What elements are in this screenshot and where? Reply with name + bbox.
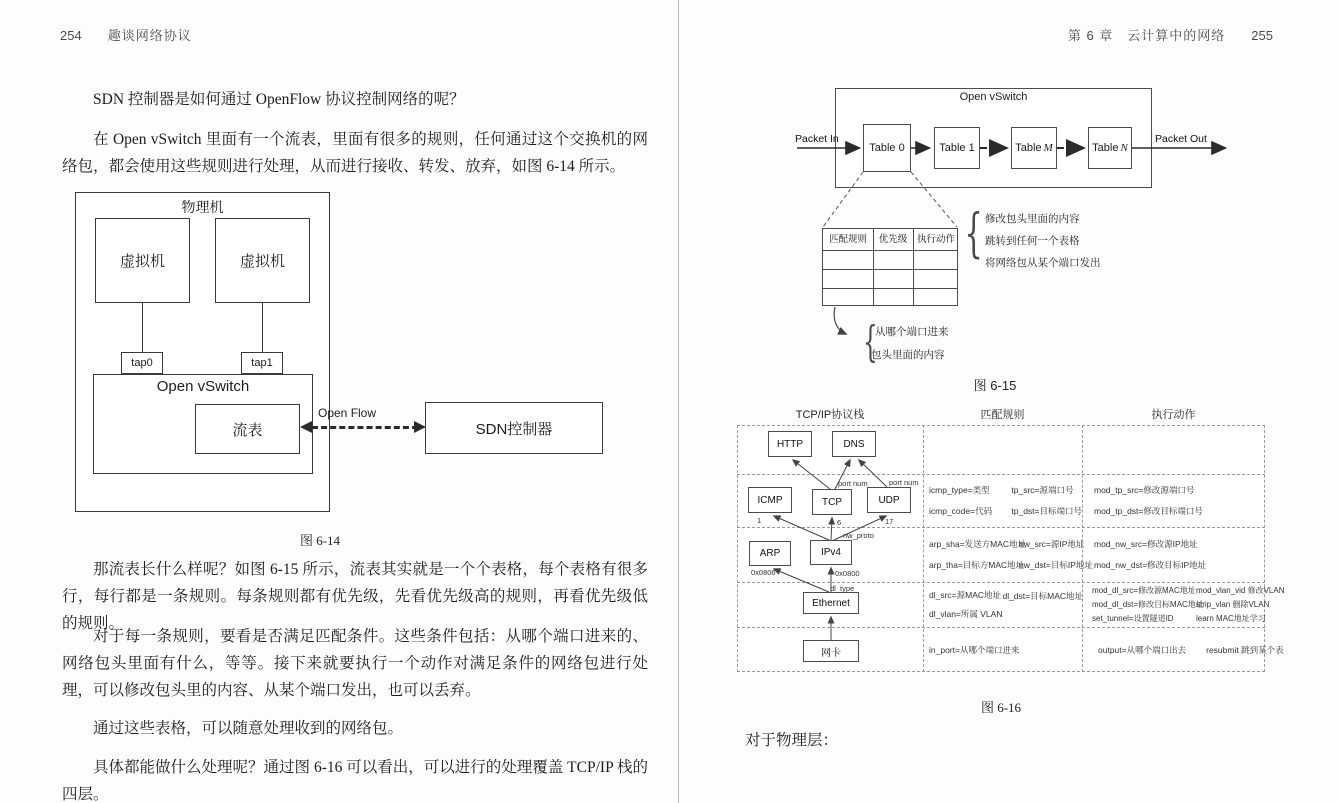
action-line: resubmit 跳到某个表: [1206, 644, 1284, 655]
column-header-stack: TCP/IP协议栈: [795, 409, 865, 421]
book-title: 趣谈网络协议: [107, 28, 192, 43]
match-line: icmp_code=代码: [929, 506, 993, 516]
chapter-title: 第 6 章 云计算中的网络: [1067, 28, 1226, 43]
paragraph-3: 那流表长什么样呢？如图 6-15 所示，流表其实就是一个个表格，每个表格有很多行，每行都是一条规则。每条规则都有优先级，先看优先级高的规则，再看优先级低的规则。: [62, 561, 648, 632]
table-m-box: [1011, 127, 1057, 169]
vm1-tap0-connector: [142, 303, 143, 352]
tap0-box: tap0: [121, 352, 163, 374]
flow-table-box: 流表: [195, 404, 300, 454]
dl-type-label: dl_type: [830, 584, 855, 593]
match-line: arp_sha=发送方MAC地址: [929, 539, 1027, 549]
column-header-match: 匹配规则: [980, 409, 1025, 421]
action-cell-physical: [1082, 627, 1284, 672]
arp-box: ARP: [749, 541, 791, 566]
vm-box-1: 虚拟机: [95, 218, 190, 303]
paragraph-5: 通过这些表格，可以随意处理收到的网络包。: [93, 720, 404, 737]
match-cell-transport: [923, 474, 1082, 527]
openflow-label: Open Flow: [318, 406, 377, 420]
paragraph-2: 在 Open vSwitch 里面有一个流表，里面有很多的规则，任何通过这个交换机的网络包，都会使用这些规则进行处理，从而进行接收、转发、放弃，如图 6-14 所示。: [62, 131, 648, 175]
figure-6-16: [737, 400, 1285, 692]
figure-6-14: [75, 190, 620, 555]
vm2-tap1-connector: [262, 303, 263, 352]
action-line: strip_vlan 删除VLAN: [1196, 600, 1270, 609]
running-header-right: [1068, 25, 1273, 44]
action-cell-network: [1082, 527, 1265, 582]
tcp-box: TCP: [812, 489, 852, 515]
ipv4-box: IPv4: [810, 540, 852, 565]
match-line: dl_dst=目标MAC地址: [1002, 591, 1084, 601]
match-cell-network: [923, 527, 1093, 582]
match-line: arp_tha=目标方MAC地址: [929, 560, 1025, 570]
match-line: in_port=从哪个端口进来: [929, 644, 1020, 655]
paragraph-4: 对于每一条规则，要看是否满足匹配条件。这些条件包括：从哪个端口进来的、网络包头里面有什么，等等。接下来就要执行一个动作对满足条件的网络包进行处理，可以修改包头里的内容、从某个端口发出，也可以丢弃。: [62, 628, 648, 699]
running-header-left: [60, 25, 192, 44]
action-line: output=从哪个端口出去: [1098, 644, 1187, 655]
action-line: mod_tp_dst=修改目标端口号: [1094, 506, 1203, 516]
udp-protocol-number: 17: [885, 517, 894, 526]
action-cell-transport: [1082, 474, 1265, 527]
tcp-protocol-number: 6: [837, 518, 842, 527]
page-number-right: 255: [1251, 28, 1273, 43]
figure-6-15-caption: 图 6-15: [973, 378, 1017, 393]
paragraph-6: 具体都能做什么处理呢？通过图 6-16 可以看出，可以进行的处理覆盖 TCP/IP 栈的四层。: [62, 759, 648, 803]
action-line: set_tunnel=设置隧道ID: [1092, 614, 1174, 623]
match-note-1: 从哪个端口进来: [875, 326, 949, 338]
match-line: dl_vlan=所属 VLAN: [929, 609, 1003, 619]
table-n-prefix: Table: [1092, 142, 1119, 154]
arrowhead-right-icon: [414, 421, 426, 433]
action-note-2: 跳转到任何一个表格: [985, 235, 1080, 247]
nic-box: 网卡: [803, 640, 859, 662]
action-line: mod_vlan_vid 修改VLAN: [1196, 586, 1285, 595]
figure-6-14-caption: 图 6-14: [299, 533, 341, 548]
match-line: dl_src=源MAC地址: [929, 590, 1002, 600]
action-line: mod_dl_dst=修改目标MAC地址: [1092, 600, 1204, 609]
port-num-label-tcp: port num: [838, 479, 868, 488]
page-divider: [678, 0, 679, 803]
action-line: mod_nw_src=修改源IP地址: [1094, 539, 1198, 549]
paragraph-physical-layer: 对于物理层：: [745, 732, 839, 749]
icmp-protocol-number: 1: [757, 516, 762, 525]
ethernet-box: Ethernet: [803, 592, 859, 614]
vm-box-2: 虚拟机: [215, 218, 310, 303]
http-box: HTTP: [768, 431, 812, 457]
arp-ethertype-label: 0x0806: [751, 568, 776, 577]
physical-machine-label: 物理机: [181, 199, 224, 215]
arrowhead-left-icon: [300, 421, 312, 433]
action-cell-link: [1082, 582, 1285, 627]
action-line: mod_tp_src=修改源端口号: [1094, 485, 1195, 495]
action-line: mod_nw_dst=修改目标IP地址: [1094, 560, 1207, 570]
rule-header-priority: 优先级: [878, 234, 908, 245]
table-m-subscript: M: [1043, 142, 1053, 154]
paragraph-1: SDN 控制器是如何通过 OpenFlow 协议控制网络的呢？: [93, 91, 465, 108]
ipv4-ethertype-label: 0x0800: [835, 569, 860, 578]
open-vswitch-label: Open vSwitch: [959, 91, 1028, 103]
open-vswitch-label: Open vSwitch: [156, 378, 250, 395]
match-cell-link: [923, 582, 1082, 627]
rule-header-action: 执行动作: [916, 234, 955, 245]
nw-proto-label: nw_proto: [843, 531, 874, 540]
action-note-1: 修改包头里面的内容: [985, 213, 1080, 225]
action-note-3: 将网络包从某个端口发出: [985, 257, 1101, 269]
packet-out-label: Packet Out: [1155, 133, 1207, 145]
tap1-box: tap1: [241, 352, 283, 374]
dns-box: DNS: [832, 431, 876, 457]
match-line: nw_dst=目标IP地址: [1019, 560, 1093, 570]
match-line: tp_src=源端口号: [1011, 485, 1074, 495]
table-n-box: [1088, 127, 1132, 169]
match-line: icmp_type=类型: [929, 485, 990, 495]
packet-in-label: Packet In: [795, 133, 839, 145]
figure-6-16-caption: 图 6-16: [980, 700, 1022, 715]
icmp-box: ICMP: [748, 487, 792, 513]
sdn-controller-box: SDN控制器: [425, 402, 603, 454]
match-line: nw_src=源IP地址: [1019, 539, 1085, 549]
action-line: mod_dl_src=修改源MAC地址: [1092, 586, 1196, 595]
match-brace-icon: {: [863, 317, 878, 366]
figure-6-15: [795, 85, 1265, 395]
match-line: tp_dst=目标端口号: [1011, 506, 1082, 516]
action-brace-icon: {: [964, 204, 983, 264]
port-num-label-udp: port num: [889, 478, 919, 487]
match-note-2: 包头里面的内容: [871, 349, 945, 361]
match-cell-physical: [923, 627, 1082, 672]
table-1-box: Table 1: [934, 127, 980, 169]
page-number-left: 254: [60, 28, 82, 43]
action-line: learn MAC地址学习: [1196, 614, 1266, 623]
table-n-subscript: N: [1120, 142, 1128, 154]
table-0-box: Table 0: [863, 124, 911, 172]
table-m-prefix: Table: [1015, 142, 1042, 154]
udp-box: UDP: [867, 487, 911, 513]
openflow-dashed-link: [312, 426, 418, 429]
column-header-action: 执行动作: [1151, 409, 1196, 421]
rule-header-match: 匹配规则: [828, 234, 867, 245]
